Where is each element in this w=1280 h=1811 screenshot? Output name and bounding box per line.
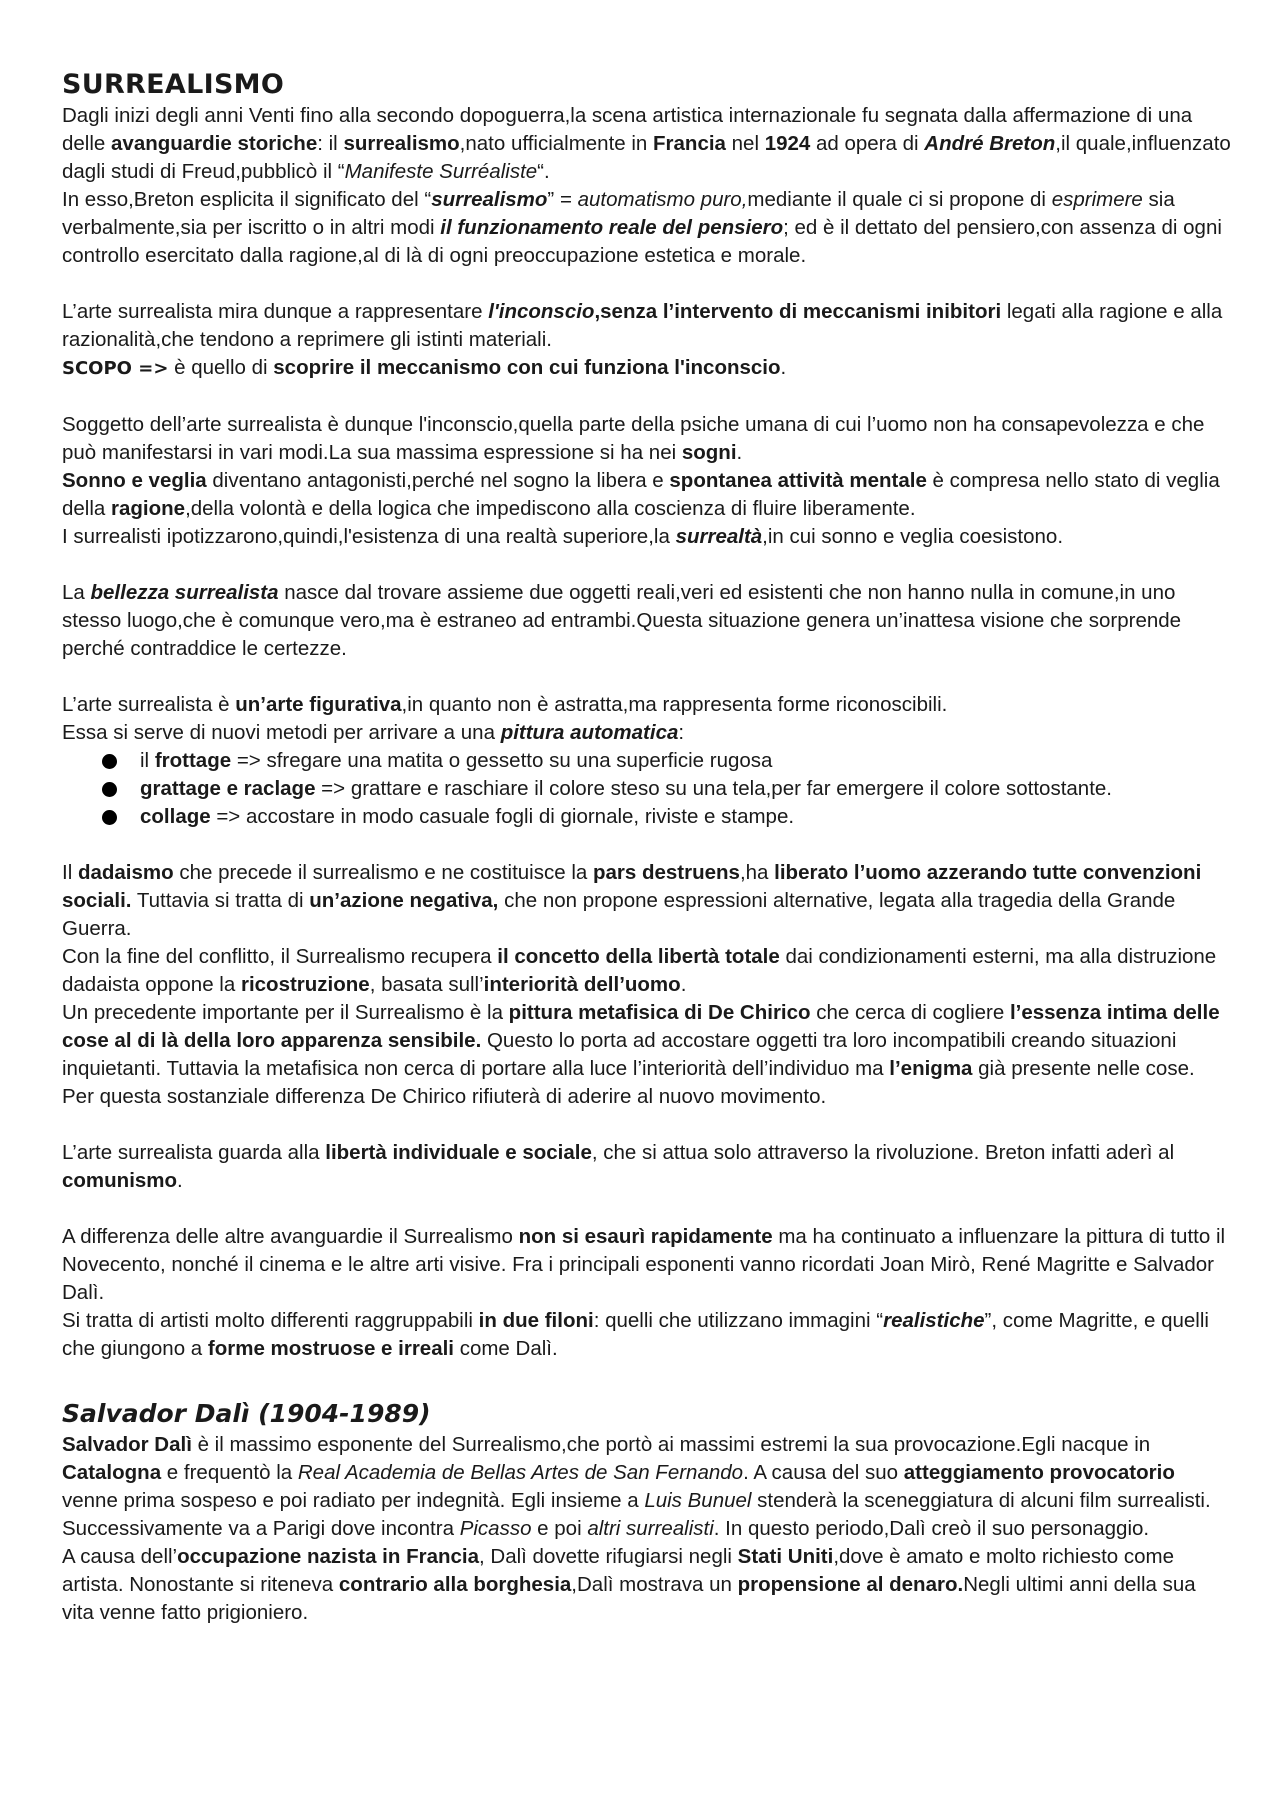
text-run: che non propone espressioni alternative, legata alla tragedia della Grande Guerra. (62, 889, 1176, 940)
text-run: Si tratta di artisti molto differenti raggruppabili (62, 1309, 479, 1332)
spacer (62, 1111, 1232, 1139)
text-run: => accostare in modo casuale fogli di giornale, riviste e stampe. (210, 805, 795, 828)
paragraph-two-strands (62, 1307, 1232, 1363)
italic-text: Luis Bunuel (644, 1489, 752, 1512)
text-run: è il massimo esponente del Surrealismo,che portò ai massimi estremi la sua provocazione.Egli nacque in (191, 1433, 1151, 1456)
text-run: che precede il surrealismo e ne costituisce la (173, 861, 593, 884)
paragraph-manifesto (62, 186, 1232, 270)
page-title: SURREALISMO (62, 69, 285, 100)
spacer (62, 383, 1232, 411)
paragraph-dali-bio (62, 1431, 1232, 1543)
text-run: “. (537, 160, 550, 183)
text-run: ” = (547, 188, 578, 211)
text-run: I surrealisti ipotizzarono,quindi,l'esistenza di una realtà superiore,la (62, 525, 676, 548)
italic-text: automatismo puro, (577, 188, 748, 211)
bold-text: frottage (154, 749, 232, 772)
bold-italic-text: realistiche (883, 1309, 985, 1332)
text-run: . (177, 1169, 183, 1192)
bold-text: dadaismo (77, 861, 174, 884)
paragraph-reconstruction (62, 943, 1232, 999)
text-run: Un precedente importante per il Surrealismo è la (62, 1001, 509, 1024)
text-run: che cerca di cogliere (810, 1001, 1010, 1024)
text-run: diventano antagonisti,perché nel sogno la libera e (206, 469, 670, 492)
text-run: . (736, 441, 743, 464)
text-run: il (140, 749, 155, 772)
paragraph-sleep-wake (62, 467, 1232, 523)
bold-text: spontanea attività mentale (669, 469, 927, 492)
text-run: . In questo periodo,Dalì creò il suo personaggio. (713, 1517, 1150, 1540)
methods-list (62, 747, 1232, 831)
text-run: ,nato ufficialmente in (459, 132, 654, 155)
text-run: Per questa sostanziale differenza De Chirico rifiuterà di aderire al nuovo movimento. (62, 1085, 827, 1108)
bold-text: atteggiamento provocatorio (903, 1461, 1175, 1484)
italic-text: Picasso (459, 1517, 532, 1540)
text-run: come Dalì. (454, 1337, 558, 1360)
bold-text: in due filoni (478, 1309, 594, 1332)
bold-text: ragione (111, 497, 186, 520)
bold-text: ricostruzione (240, 973, 370, 996)
text-run: A causa dell’ (62, 1545, 178, 1568)
text-run: legati alla ragione e alla razionalità,che tendono a reprimere gli istinti materiali. (62, 300, 1223, 351)
bold-text: l’essenza intima delle cose al di là della loro apparenza sensibile. (62, 1001, 1220, 1052)
bold-text: ,senza l’intervento di meccanismi inibitori (594, 300, 1002, 323)
text-run: , basata sull’ (369, 973, 484, 996)
bold-text: interiorità dell’uomo (483, 973, 681, 996)
text-run: ,dove è amato e molto richiesto come artista. Nonostante si riteneva (62, 1545, 1175, 1596)
bold-text: 1924 (764, 132, 811, 155)
text-run: ,il quale,influenzato dagli studi di Freud,pubblicò il “ (62, 132, 1231, 183)
text-run: nel (725, 132, 765, 155)
text-run: => sfregare una matita o gessetto su una superficie rugosa (231, 749, 773, 772)
text-run: L’arte surrealista mira dunque a rappresentare (62, 300, 489, 323)
text-run: mediante il quale ci si propone di (747, 188, 1052, 211)
text-run: : (678, 721, 685, 744)
bold-text: Catalogna (62, 1461, 162, 1484)
paragraph-dadaism (62, 859, 1232, 943)
bold-italic-text: André Breton (924, 132, 1056, 155)
bold-text: un’arte figurativa (235, 693, 402, 716)
paragraph-subject (62, 411, 1232, 467)
list-item-grattage (62, 775, 1232, 803)
paragraph-de-chirico (62, 1083, 1232, 1111)
text-run: ,in cui sonno e veglia coesistono. (762, 525, 1064, 548)
text-run: Essa si serve di nuovi metodi per arrivare a una (62, 721, 501, 744)
bold-text: collage (140, 805, 211, 828)
bold-text: grattage e raclage (140, 777, 316, 800)
text-run: In esso,Breton esplicita il significato del “ (62, 188, 432, 211)
bold-text: Stati Uniti (737, 1545, 834, 1568)
text-run: Tuttavia si tratta di (131, 889, 310, 912)
text-run: , Dalì dovette rifugiarsi negli (479, 1545, 738, 1568)
text-run: L’arte surrealista è (62, 693, 236, 716)
text-run: dai condizionamenti esterni, ma alla distruzione dadaista oppone la (62, 945, 1217, 996)
paragraph-intro (62, 102, 1232, 186)
bold-text: avanguardie storiche (111, 132, 318, 155)
bold-text: occupazione nazista in Francia (177, 1545, 479, 1568)
text-run: ma ha continuato a influenzare la pittura di tutto il Novecento, nonché il cinema e le altre arti visive. Fra i principali esponenti vanno ricordati Joan Mirò, René Magritte e Salvador Dalì. (62, 1225, 1226, 1304)
bold-text: un’azione negativa, (309, 889, 499, 912)
text-run: Il (62, 861, 78, 884)
spacer (62, 551, 1232, 579)
bold-text: Francia (653, 132, 726, 155)
text-run: ,ha (739, 861, 775, 884)
bold-text: Sonno e veglia (62, 469, 207, 492)
text-run: . (680, 973, 687, 996)
paragraph-freedom (62, 1139, 1232, 1195)
section-title-dali: Salvador Dalì (1904-1989) (62, 1399, 431, 1428)
bold-text: libertà individuale e sociale (325, 1141, 592, 1164)
paragraph-methods (62, 719, 1232, 747)
text-run: ,Dalì mostrava un (571, 1573, 738, 1596)
text-run: venne prima sospeso e poi radiato per indegnità. Egli insieme a (62, 1489, 645, 1512)
spacer (62, 1363, 1232, 1391)
paragraph-surreality (62, 523, 1232, 551)
bold-italic-text: pittura automatica (500, 721, 679, 744)
keyword-label: SCOPO => (62, 358, 169, 379)
bold-text: contrario alla borghesia (338, 1573, 572, 1596)
text-run: Questo lo porta ad accostare oggetti tra loro incompatibili creando situazioni inquietanti. Tuttavia la metafisica non cerca di portare alla luce l’interiorità dell’individuo ma (62, 1029, 1177, 1080)
spacer (62, 663, 1232, 691)
text-run: Negli ultimi anni della sua vita venne fatto prigioniero. (62, 1573, 1196, 1624)
bold-text: Salvador Dalì (62, 1433, 192, 1456)
text-run: La (62, 581, 91, 604)
text-run: ; ed è il dettato del pensiero,con assenza di ogni controllo esercitato dalla ragione,al di là di ogni preoccupazione estetica e morale. (62, 216, 1222, 267)
text-run: L’arte surrealista guarda alla (62, 1141, 326, 1164)
text-run: sia verbalmente,sia per iscritto o in altri modi (62, 188, 1175, 239)
spacer (62, 270, 1232, 298)
italic-text: esprimere (1051, 188, 1143, 211)
text-run: . A causa del suo (743, 1461, 904, 1484)
text-run: , che si attua solo attraverso la rivoluzione. Breton infatti aderì al (591, 1141, 1175, 1164)
bold-text: pars destruens (592, 861, 740, 884)
text-run: : il (317, 132, 344, 155)
text-run: ”, come Magritte, e quelli che giungono a (62, 1309, 1209, 1360)
bold-text: pittura metafisica di De Chirico (508, 1001, 811, 1024)
paragraph-unconscious (62, 298, 1232, 354)
document-page (62, 68, 1232, 1627)
list-item-collage (62, 803, 1232, 831)
bold-text: propensione al denaro. (737, 1573, 964, 1596)
text-run: è compresa nello stato di veglia della (62, 469, 1220, 520)
text-run: ,in quanto non è astratta,ma rappresenta forme riconoscibili. (401, 693, 948, 716)
text-run: già presente nelle cose. (972, 1057, 1195, 1080)
italic-text: Real Academia de Bellas Artes de San Fernando (297, 1461, 744, 1484)
bold-text: sogni (681, 441, 737, 464)
bold-italic-text: bellezza surrealista (90, 581, 279, 604)
italic-text: Manifeste Surréaliste (344, 160, 538, 183)
bold-italic-text: il funzionamento reale del pensiero (440, 216, 784, 239)
bold-text: comunismo (62, 1169, 178, 1192)
text-run: A differenza delle altre avanguardie il Surrealismo (62, 1225, 519, 1248)
bold-text: liberato l’uomo azzerando tutte convenzioni sociali. (62, 861, 1202, 912)
text-run: Dagli inizi degli anni Venti fino alla secondo dopoguerra,la scena artistica internazionale fu segnata dalla affermazione di una delle (62, 104, 1193, 155)
spacer (62, 1195, 1232, 1223)
paragraph-dali-usa (62, 1543, 1232, 1627)
bold-italic-text: l'inconscio (488, 300, 595, 323)
bold-text: il concetto della libertà totale (497, 945, 780, 968)
text-run: stenderà la sceneggiatura di alcuni film surrealisti. Successivamente va a Parigi dove incontra (62, 1489, 1211, 1540)
paragraph-scopo (62, 354, 1232, 383)
paragraph-metaphysics (62, 999, 1232, 1083)
text-run: Soggetto dell’arte surrealista è dunque l'inconscio,quella parte della psiche umana di cui l’uomo non ha consapevolezza e che può manifestarsi in vari modi.La sua massima espressione si ha nei (62, 413, 1205, 464)
text-run: e poi (531, 1517, 588, 1540)
bold-italic-text: surrealtà (675, 525, 763, 548)
bold-text: surrealismo (343, 132, 460, 155)
paragraph-beauty (62, 579, 1232, 663)
bold-text: non si esaurì rapidamente (518, 1225, 773, 1248)
text-run: ,della volontà e della logica che impediscono alla coscienza di fluire liberamente. (185, 497, 916, 520)
paragraph-influence (62, 1223, 1232, 1307)
text-run: : quelli che utilizzano immagini “ (593, 1309, 884, 1332)
italic-text: altri surrealisti (587, 1517, 714, 1540)
text-run: Con la fine del conflitto, il Surrealismo recupera (62, 945, 498, 968)
bold-text: forme mostruose e irreali (207, 1337, 454, 1360)
bold-italic-text: surrealismo (431, 188, 548, 211)
text-run: ad opera di (810, 132, 925, 155)
text-run: . (780, 356, 787, 379)
text-run: e frequentò la (161, 1461, 298, 1484)
paragraph-figurative (62, 691, 1232, 719)
list-item-frottage (62, 747, 1232, 775)
bold-text: l’enigma (889, 1057, 973, 1080)
text-run: => grattare e raschiare il colore steso su una tela,per far emergere il colore sottostante. (315, 777, 1112, 800)
text-run: è quello di (168, 356, 274, 379)
text-run: nasce dal trovare assieme due oggetti reali,veri ed esistenti che non hanno nulla in comune,in uno stesso luogo,che è comunque vero,ma è estraneo ad entrambi.Questa situazione genera un’inattesa visione che sorprende perché contraddice le certezze. (62, 581, 1182, 660)
bold-text: scoprire il meccanismo con cui funziona l'inconscio (273, 356, 781, 379)
spacer (62, 831, 1232, 859)
